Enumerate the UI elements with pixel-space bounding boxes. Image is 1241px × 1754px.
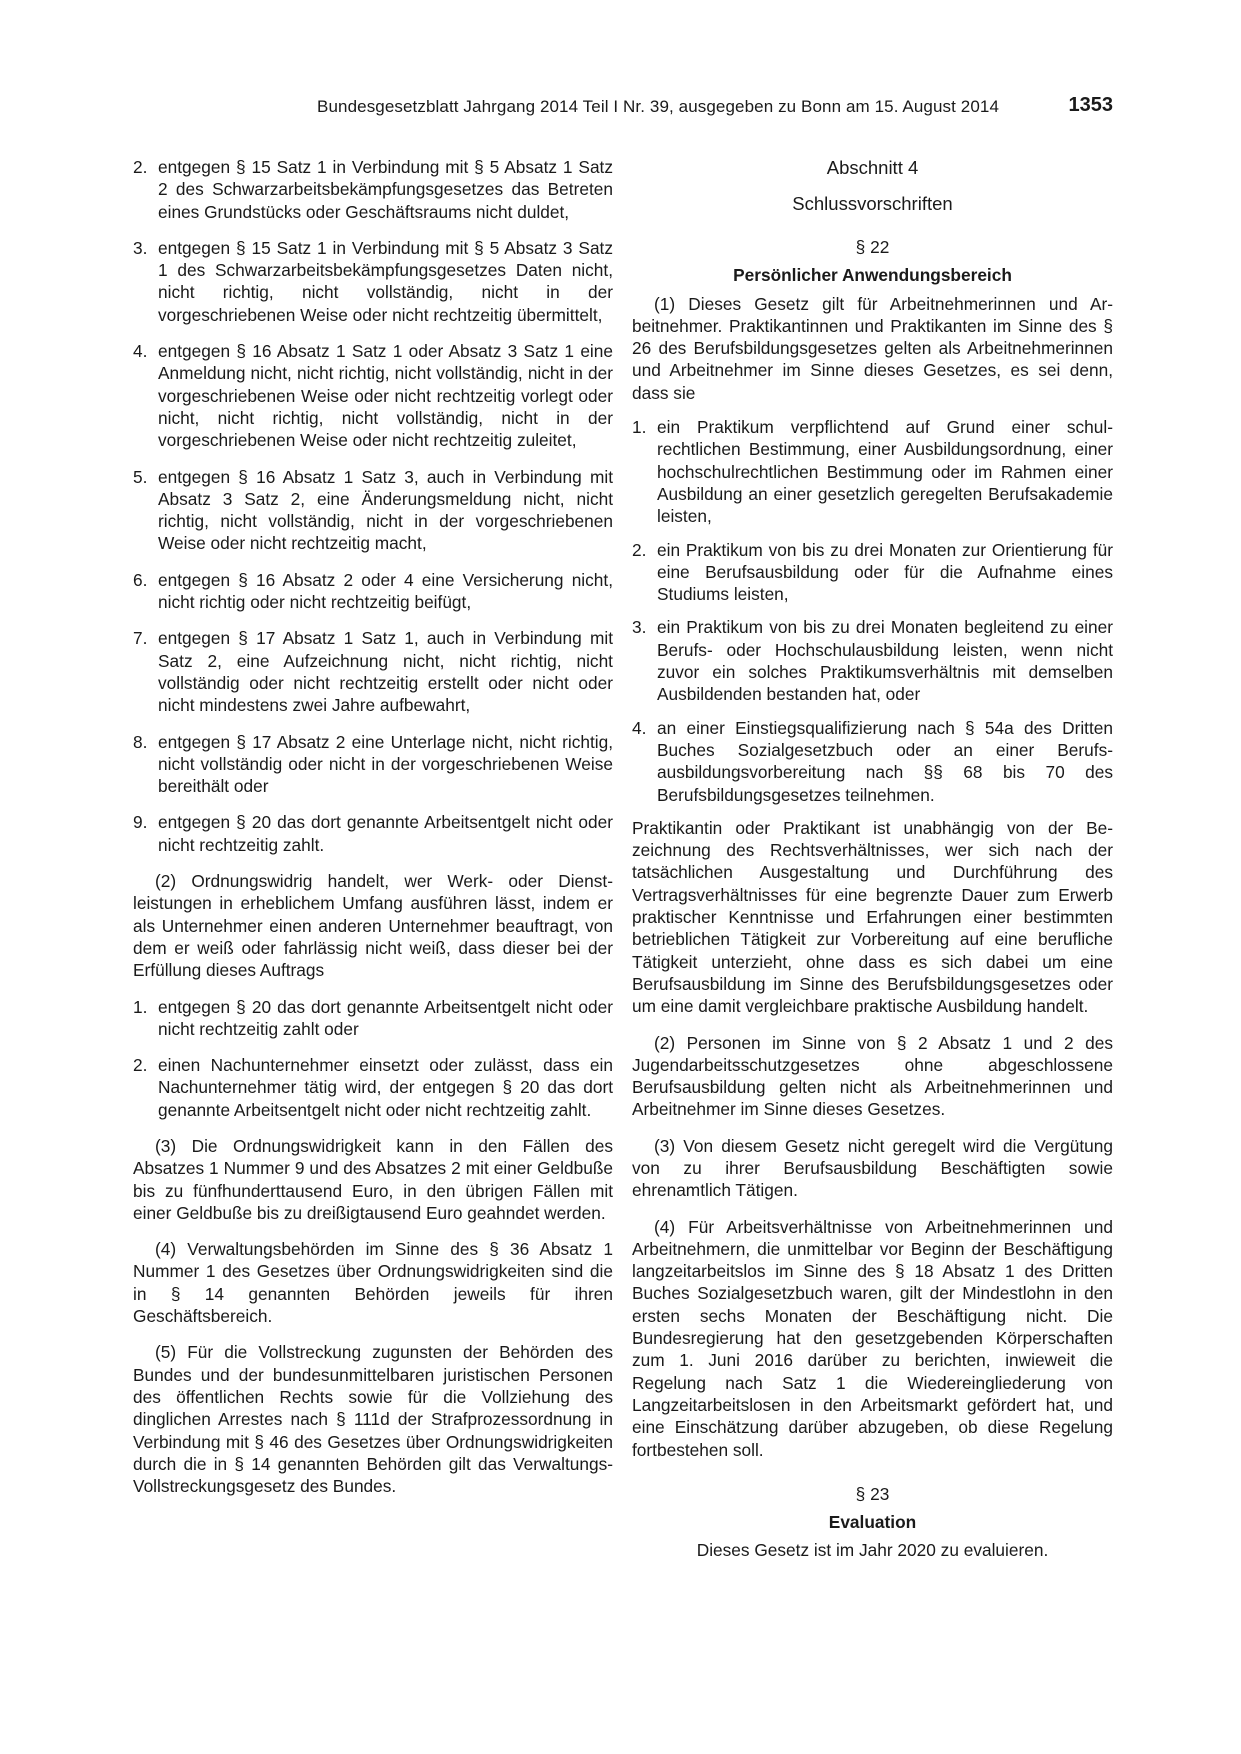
item-number: 2. bbox=[632, 539, 647, 560]
item-text: ein Praktikum verpflichtend auf Grund einer schulrechtlichen Bestimmung, einer Ausbildungsordnung, einer hochschulrechtlichen Bestimmung oder im Rahmen einer Ausbildung an einer gesetzlich geregelten Berufsakademie leisten, bbox=[657, 417, 1113, 527]
list-item bbox=[133, 237, 613, 326]
section-heading: Abschnitt 4 bbox=[826, 157, 919, 178]
list-item bbox=[133, 996, 613, 1041]
item-number: 5. bbox=[133, 466, 148, 487]
right-column bbox=[632, 156, 1113, 1562]
item-text: entgegen § 17 Absatz 1 Satz 1, auch in Verbindung mit Satz 2, eine Aufzeichnung nicht, nicht richtig, nicht vollständig oder nicht rechtzeitig erstellt oder nicht oder nicht mindestens zwei Jahre aufbewahrt, bbox=[158, 628, 613, 716]
paragraph-sign-22: § 22 bbox=[855, 237, 890, 257]
item-number: 3. bbox=[133, 237, 148, 258]
subcontractor-list bbox=[133, 996, 613, 1121]
item-number: 6. bbox=[133, 569, 148, 590]
item-text: einen Nachunternehmer einsetzt oder zulässt, dass ein Nachunternehmer tätig wird, der entgegen § 20 das dort genannte Arbeitsentgelt nicht oder nicht rechtzeitig zahlt. bbox=[158, 1055, 613, 1120]
paragraph-3: (3) Die Ordnungswidrigkeit kann in den Fällen des Absatzes 1 Nummer 9 und des Absatzes 2 mit einer Geldbuße bis zu fünfhunderttausend Euro, in den übrigen Fällen mit einer Geldbuße bis zu dreißigtausend Euro geahndet werden. bbox=[133, 1135, 613, 1223]
item-number: 3. bbox=[632, 617, 647, 638]
item-number: 4. bbox=[632, 717, 647, 738]
item-number: 9. bbox=[133, 812, 148, 833]
p22-paragraph-1: (1) Dieses Gesetz gilt für Arbeitnehmerinnen und Arbeitnehmer. Praktikantinnen und Praktikanten im Sinne des § 26 des Berufsbildungsgesetzes gelten als Arbeitnehmerinnen und Arbeitnehmer im Sinne dieses Gesetzes, es sei denn, dass sie bbox=[632, 293, 1113, 403]
p22-paragraph-3: (3) Von diesem Gesetz nicht geregelt wird die Vergütung von zu ihrer Berufsausbildung Beschäftigten sowie ehrenamtlich Tätigen. bbox=[632, 1135, 1113, 1201]
item-number: 1. bbox=[133, 996, 148, 1017]
item-number: 4. bbox=[133, 341, 148, 362]
item-text: entgegen § 20 das dort genannte Arbeitsentgelt nicht oder nicht rechtzeitig zahlt. bbox=[158, 812, 613, 855]
paragraph-5: (5) Für die Vollstreckung zugunsten der Behörden des Bundes und der bundesunmittelbaren juristischen Personen des öffentlichen Rechts sowie für die Vollziehung des dinglichen Arrestes nach § 111d der Strafprozessordnung in Verbindung mit § 46 des Gesetzes über Ordnungswidrigkeiten durch die in § 14 genannten Behörden gilt das Verwaltungs-Vollstreckungsgesetz des Bundes. bbox=[133, 1342, 613, 1497]
page-number: 1353 bbox=[1068, 94, 1113, 116]
list-item bbox=[133, 731, 613, 798]
section-title: Schlussvorschriften bbox=[792, 193, 953, 214]
left-column bbox=[133, 156, 613, 1511]
list-item bbox=[133, 1054, 613, 1121]
item-text: entgegen § 16 Absatz 1 Satz 1 oder Absatz 3 Satz 1 eine Anmeldung nicht, nicht richtig, nicht vollständig, nicht in der vorgeschriebenen Weise oder nicht rechtzeitig vorlegt oder nicht, nicht richtig, nicht vollständig, nicht in der vorgeschriebenen Weise oder nicht rechtzeitig zuleitet, bbox=[158, 341, 613, 451]
list-item bbox=[133, 340, 613, 451]
p23-text: Dieses Gesetz ist im Jahr 2020 zu evaluieren. bbox=[696, 1540, 1049, 1561]
p22-paragraph-4: (4) Für Arbeitsverhältnisse von Arbeitnehmerinnen und Arbeitnehmern, die unmittelbar vor Beginn der Beschäftigung langzeitarbeitslos im Sinne des § 18 Absatz 1 des Dritten Buches Sozialgesetzbuch waren, gilt der Mindestlohn in den ersten sechs Monaten der Beschäftigung nicht. Die Bundesregierung hat den gesetzgebenden Körperschaften zum 1. Juni 2016 darüber zu berichten, inwieweit die Regelung nach Satz 1 die Wiedereingliederung von Langzeitarbeitslosen in den Arbeitsmarkt gefördert hat, und eine Einschätzung darüber abzugeben, ob diese Regelung fortbestehen soll. bbox=[632, 1216, 1113, 1460]
list-item bbox=[632, 616, 1113, 705]
list-item bbox=[133, 156, 613, 223]
paragraph-title-23: Evaluation bbox=[828, 1512, 917, 1533]
item-number: 2. bbox=[133, 157, 148, 177]
item-text: entgegen § 20 das dort genannte Arbeitsentgelt nicht oder nicht rechtzeitig zahlt oder bbox=[158, 996, 613, 1039]
item-number: 2. bbox=[133, 1055, 148, 1076]
list-item bbox=[133, 811, 613, 856]
item-text: entgegen § 15 Satz 1 in Verbindung mit § 5 Absatz 1 Satz 2 des Schwarzarbeitsbekämpfungsgesetzes das Betreten eines Grundstücks oder Geschäftsraums nicht duldet, bbox=[158, 157, 613, 222]
paragraph-sign-23: § 23 bbox=[855, 1483, 890, 1504]
item-number: 8. bbox=[133, 731, 148, 752]
list-item bbox=[133, 569, 613, 614]
paragraph-4: (4) Verwaltungsbehörden im Sinne des § 36 Absatz 1 Nummer 1 des Gesetzes über Ordnungswidrigkeiten sind die in § 14 genannten Behörden jeweils für ihren Geschäftsbereich. bbox=[133, 1239, 613, 1327]
item-text: ein Praktikum von bis zu drei Monaten zur Orientierung für eine Berufsausbildung oder für die Aufnahme eines Studiums leisten, bbox=[657, 539, 1113, 605]
item-number: 7. bbox=[133, 628, 148, 649]
list-item bbox=[133, 466, 613, 555]
list-item bbox=[133, 627, 613, 716]
p22-paragraph-2: (2) Personen im Sinne von § 2 Absatz 1 und 2 des Jugendarbeitsschutzgesetzes ohne abgeschlossene Berufsausbildung gelten nicht als Arbeitnehmerinnen und Arbeitnehmer im Sinne dieses Gesetzes. bbox=[632, 1032, 1113, 1120]
internship-exception-list bbox=[632, 416, 1113, 806]
list-item bbox=[632, 717, 1113, 806]
item-text: entgegen § 17 Absatz 2 eine Unterlage nicht, nicht richtig, nicht vollständig oder nicht in der vorgeschriebenen Weise bereithält oder bbox=[158, 731, 613, 797]
item-text: entgegen § 15 Satz 1 in Verbindung mit § 5 Absatz 3 Satz 1 des Schwarzarbeitsbekämpfungsgesetzes Daten nicht, nicht richtig, nicht vollständig, nicht in der vorgeschriebenen Weise oder nicht rechtzeitig übermittelt, bbox=[158, 237, 613, 325]
item-number: 1. bbox=[632, 417, 647, 438]
offence-list bbox=[133, 156, 613, 856]
item-text: ein Praktikum von bis zu drei Monaten begleitend zu einer Berufs- oder Hochschulausbildung leisten, wenn nicht zuvor ein solches Praktikumsverhältnis mit demselben Ausbildenden bestanden hat, oder bbox=[657, 617, 1113, 705]
p22-praktikant-definition: Praktikantin oder Praktikant ist unabhängig von der Bezeichnung des Rechtsverhältnisses, wer sich nach der tatsächlichen Ausgestaltung und Durchführung des Vertragsverhältnisses für eine begrenzte Dauer zum Erwerb praktischer Kenntnisse und Erfahrungen einer bestimmten betrieblichen Tätigkeit zur Vorbereitung auf eine berufliche Tätigkeit unterzieht, ohne dass es sich dabei um eine Berufsausbildung im Sinne des Berufsbildungsgesetzes oder um eine damit vergleichbare praktische Ausbildung handelt. bbox=[632, 817, 1113, 1017]
list-item bbox=[632, 539, 1113, 606]
paragraph-2: (2) Ordnungswidrig handelt, wer Werk- oder Dienstleistungen in erheblichem Umfang ausführen lässt, indem er als Unternehmer einen anderen Unternehmer beauftragt, von dem er weiß oder fahrlässig nicht weiß, dass dieser bei der Erfüllung dieses Auftrags bbox=[133, 871, 613, 981]
item-text: entgegen § 16 Absatz 2 oder 4 eine Versicherung nicht, nicht richtig oder nicht rechtzeitig beifügt, bbox=[158, 569, 613, 613]
list-item bbox=[632, 416, 1113, 527]
item-text: an einer Einstiegsqualifizierung nach § 54a des Dritten Buches Sozialgesetzbuch oder an einer Berufsausbildungsvorbereitung nach §§ 68 bis 70 des Berufsbildungsgesetzes teilnehmen. bbox=[657, 717, 1113, 805]
item-text: entgegen § 16 Absatz 1 Satz 3, auch in Verbindung mit Absatz 3 Satz 2, eine Änderungsmeldung nicht, nicht richtig, nicht vollständig, nicht in der vorgeschriebenen Weise oder nicht rechtzeitig macht, bbox=[158, 466, 613, 554]
page-header bbox=[130, 94, 1113, 125]
running-title: Bundesgesetzblatt Jahrgang 2014 Teil I Nr. 39, ausgegeben zu Bonn am 15. August 2014 bbox=[317, 97, 999, 116]
paragraph-title-22: Persönlicher Anwendungsbereich bbox=[733, 265, 1012, 286]
